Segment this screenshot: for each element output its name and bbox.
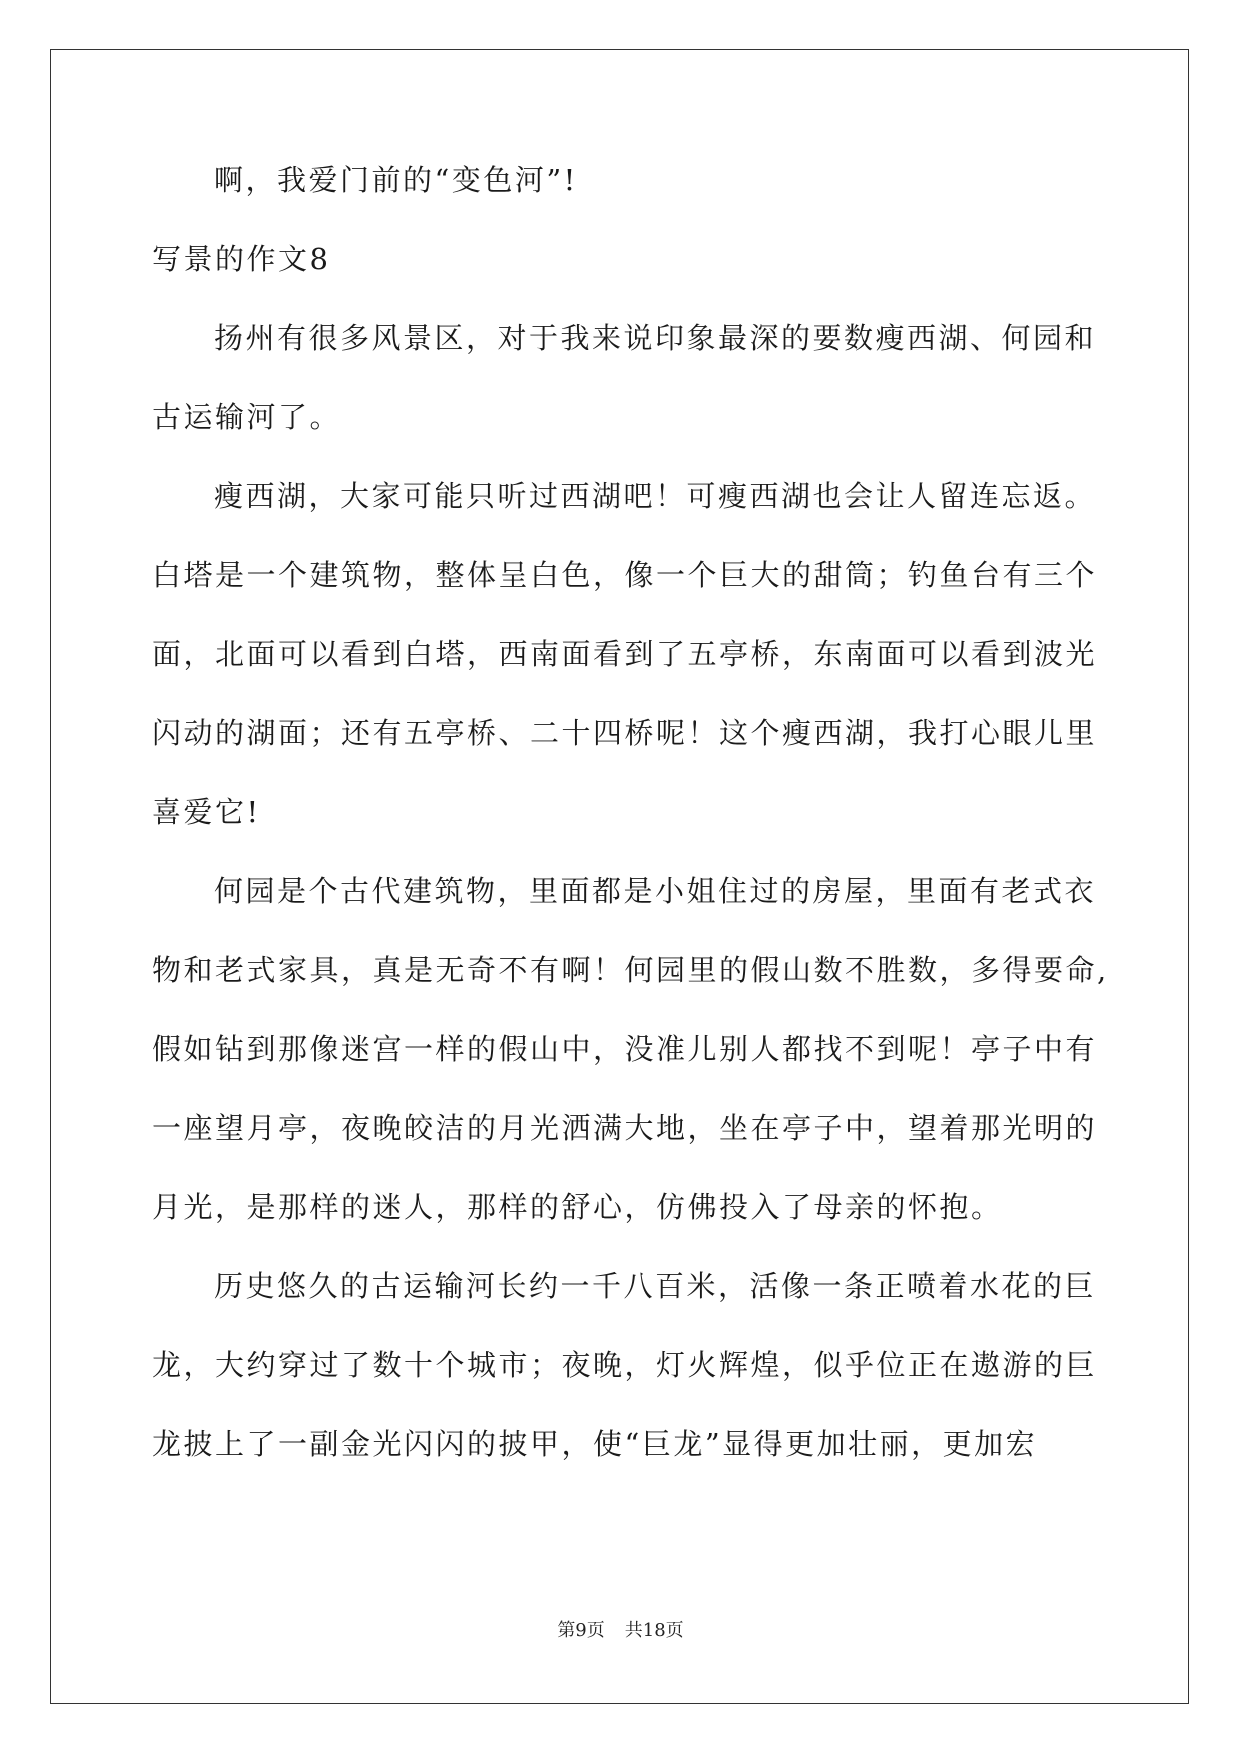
paragraph-line: 啊，我爱门前的“变色河”! [214,163,578,197]
page-total: 共18页 [624,1620,684,1641]
paragraph-line: 假如钻到那像迷宫一样的假山中，没准儿别人都找不到呢！亭子中有 [152,1032,1098,1066]
document-body [152,162,1109,1505]
paragraph-line: 一座望月亭，夜晚皎洁的月光洒满大地，坐在亭子中，望着那光明的 [152,1111,1098,1145]
paragraph-line: 面，北面可以看到白塔，西南面看到了五亭桥，东南面可以看到波光 [152,637,1098,671]
paragraph-line: 历史悠久的古运输河长约一千八百米，活像一条正喷着水花的巨 [214,1269,1097,1303]
paragraph-line: 闪动的湖面；还有五亭桥、二十四桥呢！这个瘦西湖，我打心眼儿里 [152,716,1098,750]
paragraph-line: 龙，大约穿过了数十个城市；夜晚，灯火辉煌，似乎位正在遨游的巨 [152,1348,1098,1382]
paragraph-line: 物和老式家具，真是无奇不有啊！何园里的假山数不胜数，多得要命, [152,953,1109,987]
page-footer [0,1620,1241,1642]
paragraph-line: 何园是个古代建筑物，里面都是小姐住过的房屋，里面有老式衣 [214,874,1097,908]
paragraph-line: 扬州有很多风景区，对于我来说印象最深的要数瘦西湖、何园和 [214,321,1097,355]
paragraph-line: 古运输河了。 [152,400,342,434]
paragraph-line: 瘦西湖，大家可能只听过西湖吧！可瘦西湖也会让人留连忘返。 [214,479,1097,513]
paragraph-line: 龙披上了一副金光闪闪的披甲，使“巨龙”显得更加壮丽，更加宏 [152,1427,1038,1461]
page-number: 第9页 [557,1620,605,1641]
paragraph-line: 月光，是那样的迷人，那样的舒心，仿佛投入了母亲的怀抱。 [152,1190,1003,1224]
section-heading: 写景的作文8 [152,242,331,276]
paragraph-line: 白塔是一个建筑物，整体呈白色，像一个巨大的甜筒；钓鱼台有三个 [152,558,1098,592]
paragraph-line: 喜爱它! [152,795,261,829]
